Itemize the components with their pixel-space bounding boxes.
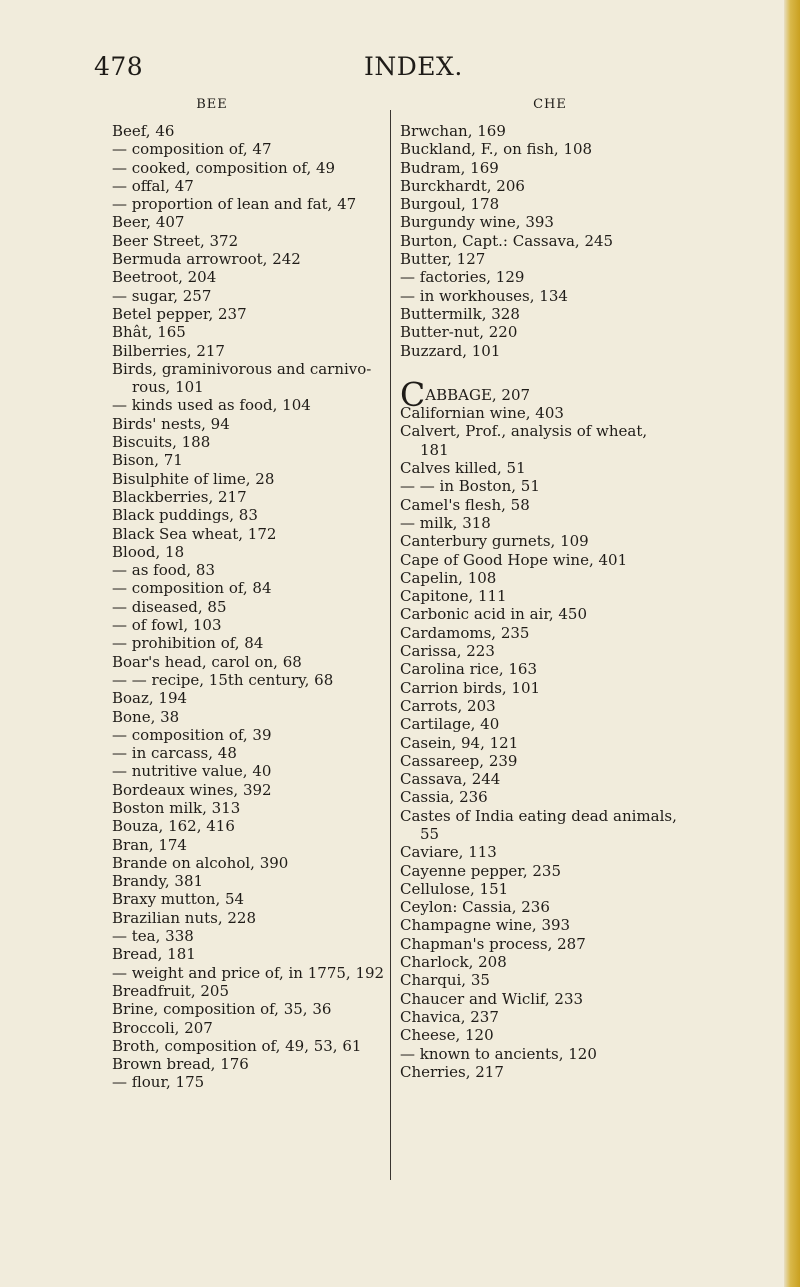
index-entry: — composition of, 39 (112, 725, 272, 744)
column-divider (390, 110, 391, 1180)
index-column-left (112, 96, 384, 1092)
guide-word-left: BEE (196, 97, 228, 112)
left-entry-list (112, 122, 384, 1092)
index-entry: Cassareep, 239 (400, 751, 518, 770)
page-edge (784, 0, 800, 1287)
index-entry: Chaucer and Wiclif, 233 (400, 989, 584, 1008)
index-entry: Buckland, F., on fish, 108 (400, 140, 593, 159)
index-entry: — tea, 338 (112, 927, 194, 946)
index-entry: Boar's head, carol on, 68 (112, 652, 302, 671)
page-header (0, 52, 780, 82)
index-entry: Brwchan, 169 (400, 122, 506, 140)
index-entry: Carrots, 203 (400, 696, 496, 715)
index-entry: Brine, composition of, 35, 36 (112, 1000, 332, 1019)
index-entry: Burckhardt, 206 (400, 176, 525, 195)
index-entry: Castes of India eating dead animals, (400, 806, 677, 825)
index-entry: Beer Street, 372 (112, 231, 239, 250)
index-entry: Cartilage, 40 (400, 715, 500, 734)
index-entry: Chavica, 237 (400, 1007, 499, 1026)
index-entry: Cardamoms, 235 (400, 623, 530, 642)
index-entry: Bran, 174 (112, 835, 187, 854)
index-entry: Bisulphite of lime, 28 (112, 469, 275, 488)
right-entry-list-b (400, 122, 700, 360)
index-entry: Cellulose, 151 (400, 879, 509, 898)
index-entry: — kinds used as food, 104 (112, 396, 311, 415)
index-entry: Carolina rice, 163 (400, 660, 537, 679)
index-entry: Bhât, 165 (112, 323, 186, 342)
index-entry: — nutritive value, 40 (112, 762, 272, 781)
index-entry: Cayenne pepper, 235 (400, 861, 561, 880)
index-entry: — of fowl, 103 (112, 616, 222, 635)
index-entry: Breadfruit, 205 (112, 981, 229, 1000)
index-entry: Braxy mutton, 54 (112, 890, 245, 909)
index-entry: Buttermilk, 328 (400, 304, 520, 323)
dropcap-letter: C (400, 374, 426, 414)
index-entry: Calves killed, 51 (400, 459, 526, 478)
index-entry: Buzzard, 101 (400, 341, 501, 360)
index-entry: Caviare, 113 (400, 843, 497, 862)
index-entry: Birds' nests, 94 (112, 414, 230, 433)
index-entry: Casein, 94, 121 (400, 733, 519, 752)
index-entry: Butter-nut, 220 (400, 323, 518, 342)
index-entry: 181 (420, 440, 449, 459)
index-entry: Budram, 169 (400, 158, 499, 177)
index-entry: Broth, composition of, 49, 53, 61 (112, 1036, 362, 1055)
index-entry: Carissa, 223 (400, 642, 495, 661)
index-entry: Capitone, 111 (400, 587, 507, 606)
index-entry: Charlock, 208 (400, 953, 507, 972)
index-entry: Cheese, 120 (400, 1026, 494, 1045)
index-entry: — prohibition of, 84 (112, 634, 264, 653)
index-entry: Cassava, 244 (400, 770, 501, 789)
index-entry: Californian wine, 403 (400, 404, 564, 423)
index-entry: Bouza, 162, 416 (112, 817, 235, 836)
index-entry: Beef, 46 (112, 122, 175, 140)
index-entry: — flour, 175 (112, 1073, 205, 1092)
index-entry: 55 (420, 824, 440, 843)
index-entry: Blackberries, 217 (112, 487, 247, 506)
index-entry: — composition of, 84 (112, 579, 272, 598)
index-entry: — factories, 129 (400, 268, 525, 287)
index-entry: — milk, 318 (400, 513, 491, 532)
index-entry: Cherries, 217 (400, 1062, 504, 1081)
index-entry: Chapman's process, 287 (400, 934, 586, 953)
index-entry: Bread, 181 (112, 945, 196, 964)
section-gap (400, 360, 700, 386)
index-entry: — as food, 83 (112, 561, 216, 580)
index-entry: Brazilian nuts, 228 (112, 908, 257, 927)
index-entry: — diseased, 85 (112, 597, 227, 616)
index-entry: Betel pepper, 237 (112, 304, 247, 323)
index-entry: — proportion of lean and fat, 47 (112, 195, 357, 214)
index-entry: Burgundy wine, 393 (400, 213, 554, 232)
index-entry: — cooked, composition of, 49 (112, 158, 336, 177)
index-entry: — known to ancients, 120 (400, 1044, 597, 1063)
index-entry: Beer, 407 (112, 213, 185, 232)
index-entry: — sugar, 257 (112, 286, 212, 305)
index-entry: — in carcass, 48 (112, 744, 237, 763)
index-entry: Calvert, Prof., analysis of wheat, (400, 422, 648, 441)
index-entry: Brown bread, 176 (112, 1055, 249, 1074)
index-entry: Boaz, 194 (112, 689, 188, 708)
index-entry: Charqui, 35 (400, 971, 490, 990)
index-entry: Beetroot, 204 (112, 268, 217, 287)
index-entry: Champagne wine, 393 (400, 916, 571, 935)
index-entry: Black puddings, 83 (112, 506, 258, 525)
index-entry: — composition of, 47 (112, 140, 272, 159)
index-entry: Brandy, 381 (112, 872, 204, 891)
right-entry-list-c (400, 404, 700, 1081)
index-entry: — weight and price of, in 1775, 192 (112, 963, 385, 982)
index-entry: Biscuits, 188 (112, 433, 211, 452)
index-entry: Bilberries, 217 (112, 341, 225, 360)
index-entry: Blood, 18 (112, 542, 185, 561)
index-entry: Bermuda arrowroot, 242 (112, 250, 301, 269)
index-entry: Carbonic acid in air, 450 (400, 605, 588, 624)
index-entry: Bison, 71 (112, 451, 183, 470)
index-entry: Burgoul, 178 (400, 195, 500, 214)
index-entry: Capelin, 108 (400, 568, 497, 587)
dropcap-entry-text: ABBAGE, 207 (425, 385, 531, 404)
index-entry: Bordeaux wines, 392 (112, 780, 272, 799)
index-entry: Camel's flesh, 58 (400, 495, 530, 514)
index-column-right (400, 96, 700, 1081)
guide-word-right: CHE (533, 97, 567, 112)
index-entry: — offal, 47 (112, 176, 194, 195)
index-entry: Carrion birds, 101 (400, 678, 541, 697)
index-entry: rous, 101 (132, 378, 204, 397)
index-entry: Burton, Capt.: Cassava, 245 (400, 231, 614, 250)
index-entry: Birds, graminivorous and carnivo- (112, 359, 372, 378)
index-entry: Bone, 38 (112, 707, 180, 726)
index-entry: Broccoli, 207 (112, 1018, 213, 1037)
index-entry: Boston milk, 313 (112, 798, 241, 817)
index-entry: Cape of Good Hope wine, 401 (400, 550, 628, 569)
running-title: INDEX. (364, 52, 463, 81)
index-entry: — — recipe, 15th century, 68 (112, 670, 334, 689)
index-entry: Brande on alcohol, 390 (112, 853, 289, 872)
page-number: 478 (94, 52, 144, 81)
index-entry: Butter, 127 (400, 250, 486, 269)
index-entry: — — in Boston, 51 (400, 477, 540, 496)
index-entry: Canterbury gurnets, 109 (400, 532, 589, 551)
index-entry: Cassia, 236 (400, 788, 488, 807)
index-entry: — in workhouses, 134 (400, 286, 568, 305)
index-entry: Ceylon: Cassia, 236 (400, 898, 550, 917)
index-entry: Black Sea wheat, 172 (112, 524, 277, 543)
